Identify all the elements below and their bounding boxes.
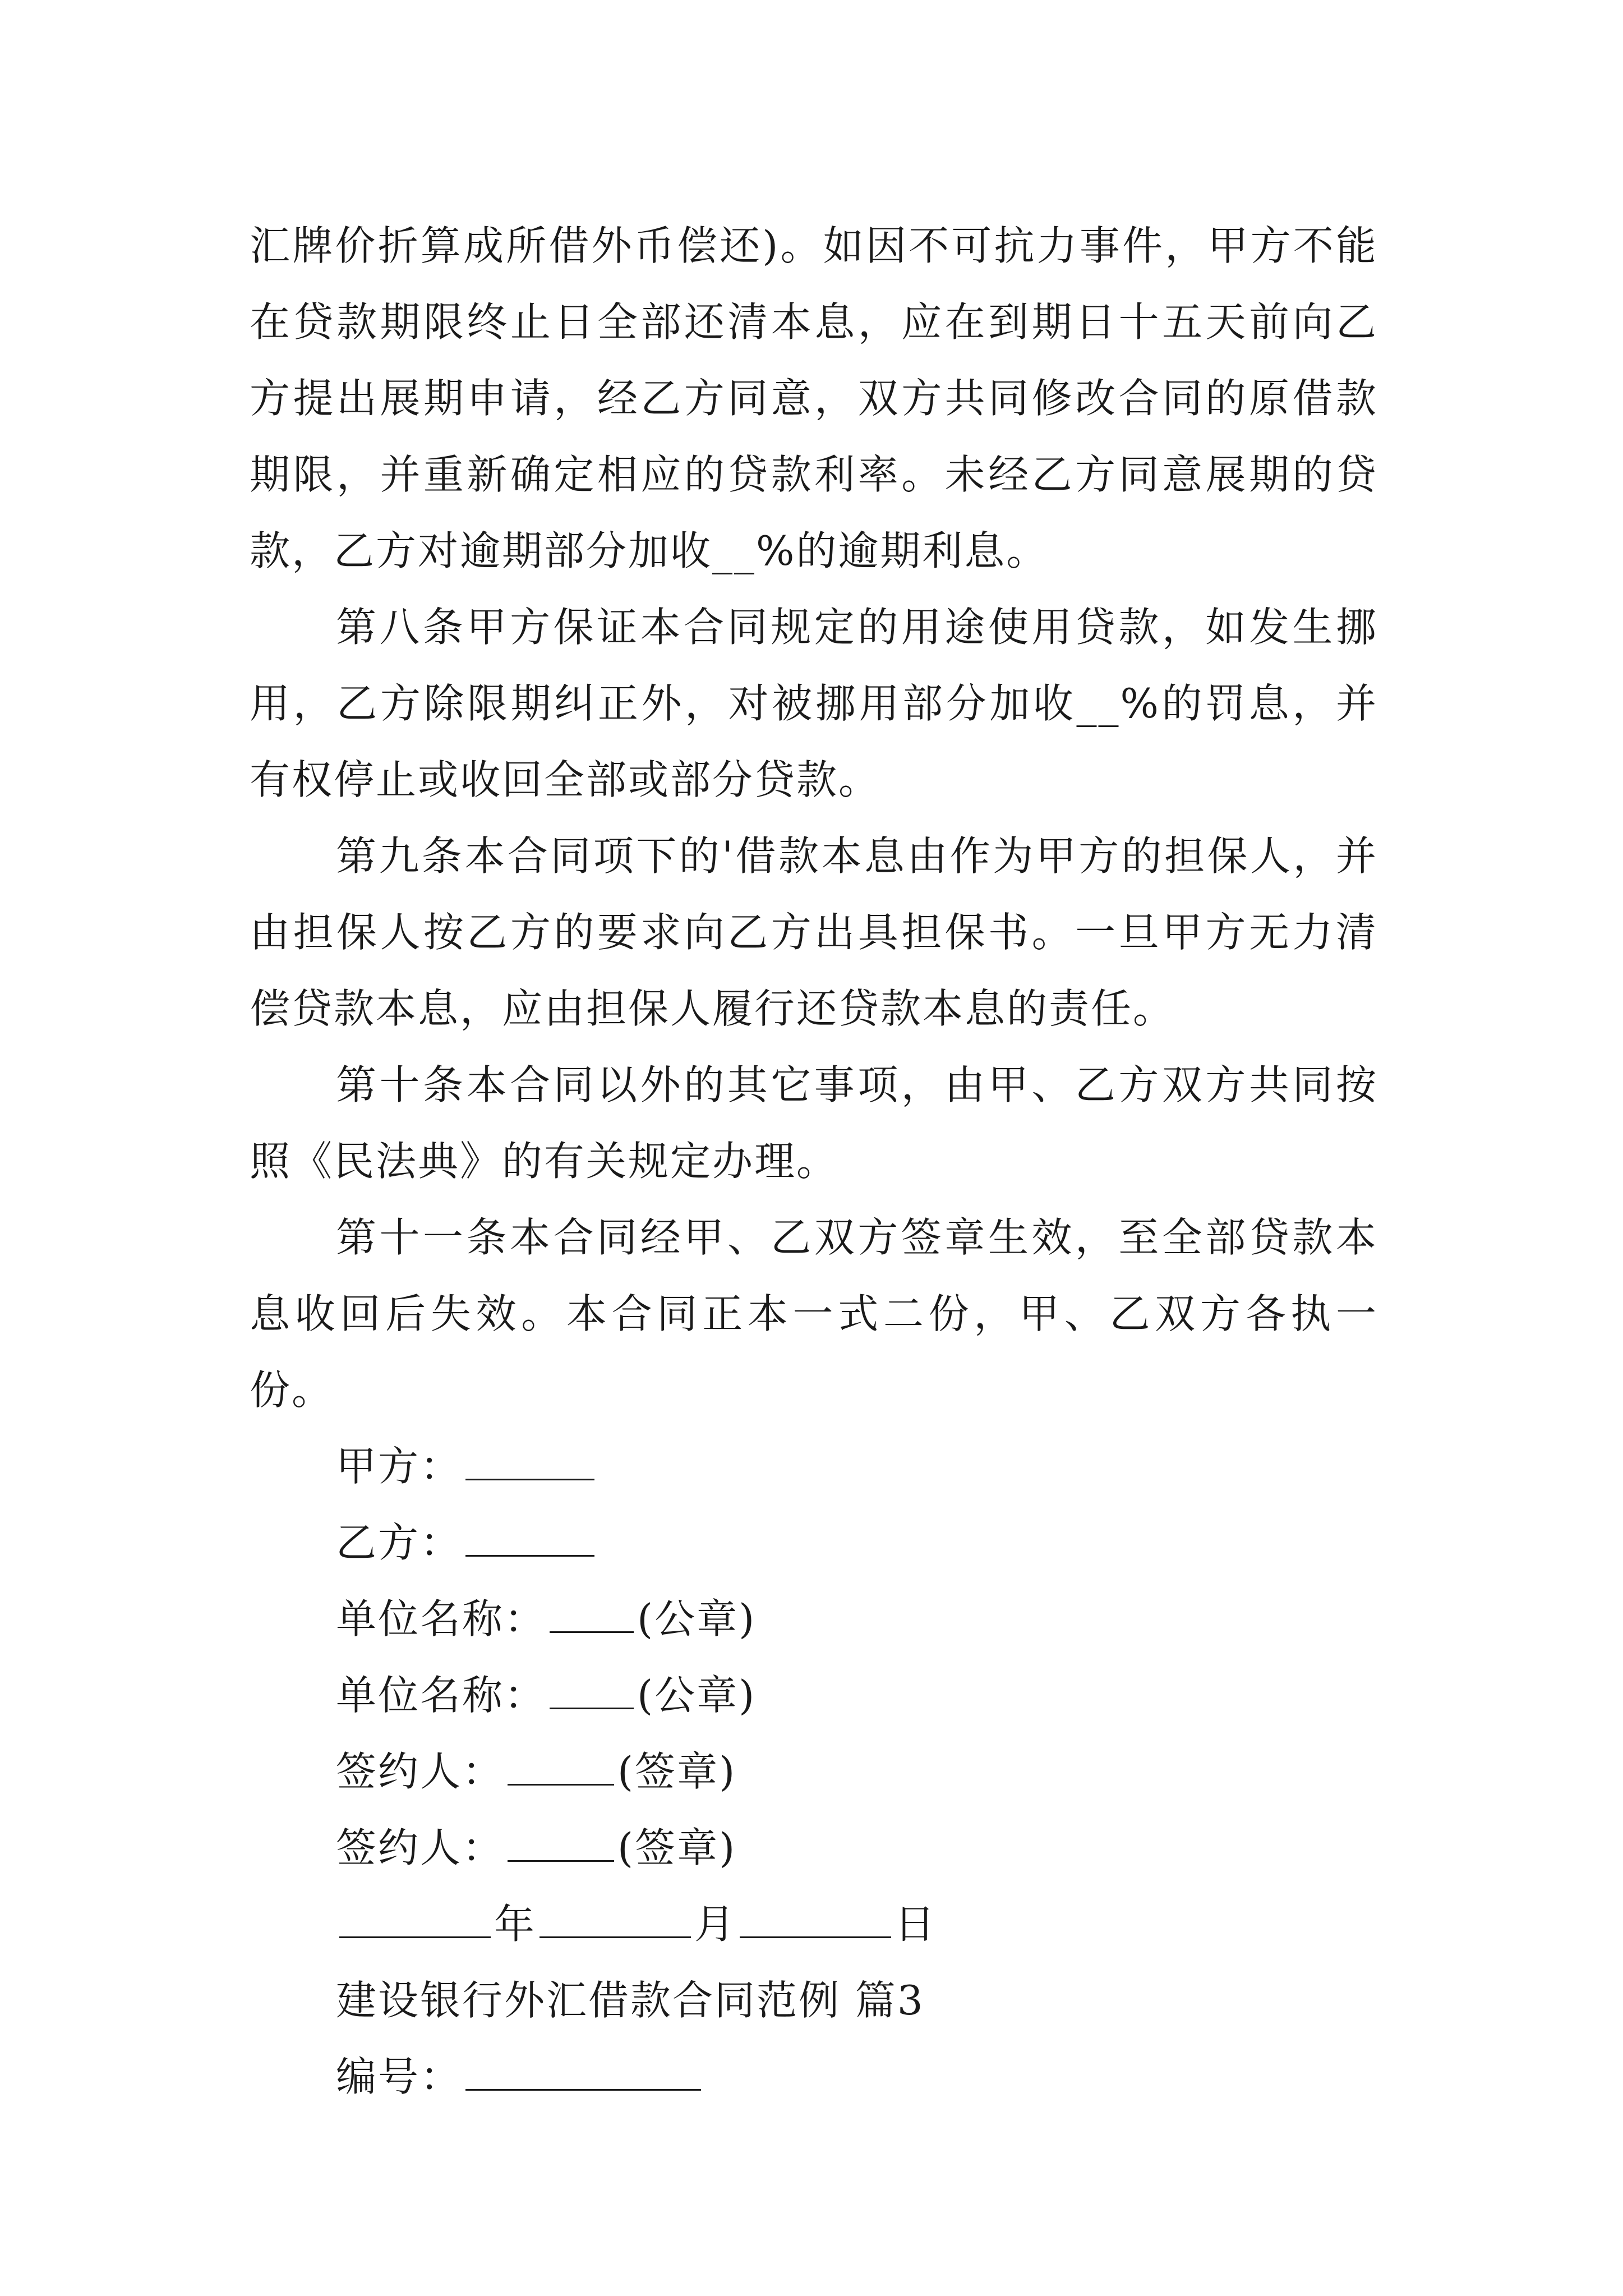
seal-note: (公章) — [637, 1595, 757, 1642]
unit-name-label: 单位名称： — [336, 1595, 547, 1642]
signer-label: 签约人： — [336, 1824, 505, 1871]
unit-name-line-a — [250, 1581, 1378, 1657]
unit-name-blank — [550, 1596, 634, 1633]
contract-number-line — [250, 2039, 1378, 2115]
section-title: 建设银行外汇借款合同范例 篇3 — [336, 1977, 925, 2024]
signer-blank — [508, 1749, 614, 1786]
number-label: 编号： — [336, 2053, 463, 2100]
party-b-line — [250, 1504, 1378, 1581]
month-label: 月 — [694, 1901, 737, 1948]
party-b-blank — [465, 1520, 594, 1557]
paragraph-article-11: 第十一条本合同经甲、乙双方签章生效，至全部贷款本息收回后失效。本合同正本一式二份，甲、乙双方各执一份。 — [250, 1214, 1378, 1414]
signer-line-a — [250, 1733, 1378, 1810]
day-label: 日 — [895, 1901, 937, 1948]
document-body — [250, 208, 1378, 2115]
paragraph-article-9: 第九条本合同项下的'借款本息由作为甲方的担保人，并由担保人按乙方的要求向乙方出具担保书。一旦甲方无力清偿贷款本息，应由担保人履行还贷款本息的责任。 — [250, 832, 1378, 1032]
unit-name-blank — [550, 1673, 634, 1709]
paragraph-repayment-extension: 汇牌价折算成所借外币偿还)。如因不可抗力事件，甲方不能在贷款期限终止日全部还清本息，应在到期日十五天前向乙方提出展期申请，经乙方同意，双方共同修改合同的原借款期限，并重新确定相应的贷款利率。未经乙方同意展期的贷款，乙方对逾期部分加收__%的逾期利息。 — [250, 222, 1378, 574]
sign-note: (签章) — [617, 1748, 737, 1795]
party-a-blank — [465, 1444, 594, 1480]
signer-label: 签约人： — [336, 1748, 505, 1795]
signer-blank — [508, 1825, 614, 1862]
number-blank — [465, 2054, 701, 2091]
sign-note: (签章) — [617, 1824, 737, 1871]
unit-name-label: 单位名称： — [336, 1672, 547, 1719]
unit-name-line-b — [250, 1657, 1378, 1733]
signer-line-b — [250, 1810, 1378, 1886]
month-blank — [540, 1902, 691, 1938]
day-blank — [740, 1902, 891, 1938]
party-b-label: 乙方： — [336, 1519, 463, 1566]
year-blank — [339, 1902, 491, 1938]
paragraph-article-10: 第十条本合同以外的其它事项，由甲、乙方双方共同按照《民法典》的有关规定办理。 — [250, 1061, 1378, 1185]
year-label: 年 — [494, 1901, 537, 1948]
party-a-label: 甲方： — [336, 1443, 463, 1490]
seal-note: (公章) — [637, 1672, 757, 1719]
paragraph-article-8: 第八条甲方保证本合同规定的用途使用贷款，如发生挪用，乙方除限期纠正外，对被挪用部分加收__%的罚息，并有权停止或收回全部或部分贷款。 — [250, 604, 1378, 803]
party-a-line — [250, 1428, 1378, 1504]
date-line — [250, 1886, 1378, 1962]
